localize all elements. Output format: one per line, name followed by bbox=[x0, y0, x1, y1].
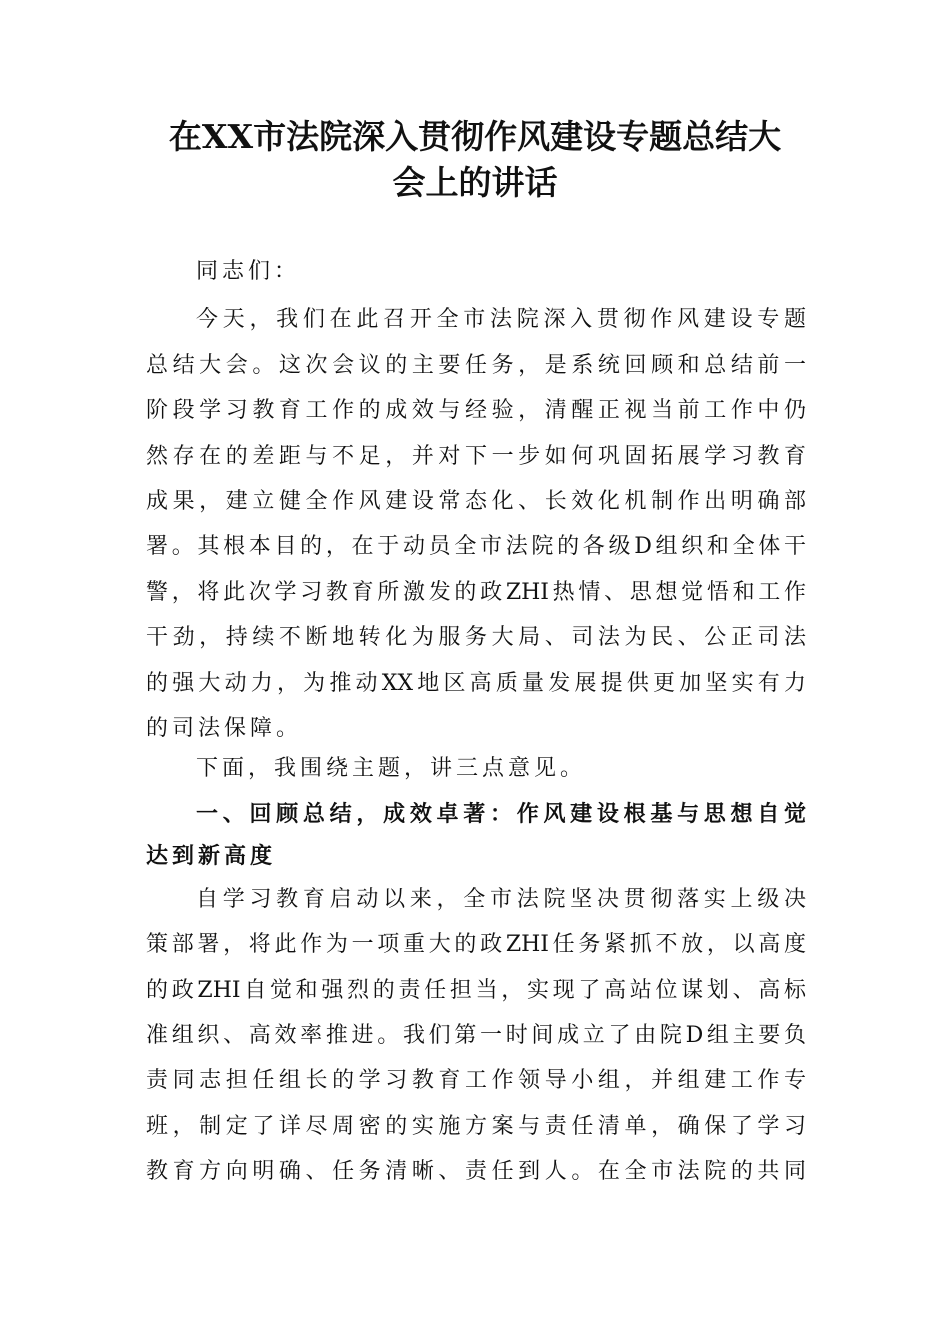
paragraph-line: 的司法保障。 bbox=[146, 716, 303, 741]
paragraph-line: 责同志担任组长的学习教育工作领导小组，并组建工作专 bbox=[146, 1068, 806, 1093]
paragraph-line: 班，制定了详尽周密的实施方案与责任清单，确保了学习 bbox=[146, 1114, 806, 1139]
paragraph-line: 阶段学习教育工作的成效与经验，清醒正视当前工作中仍 bbox=[146, 398, 806, 423]
paragraph-line: 署。其根本目的，在于动员全市法院的各级D组织和全体干 bbox=[146, 534, 806, 559]
paragraph-line: 成果，建立健全作风建设常态化、长效化机制作出明确部 bbox=[146, 489, 806, 514]
paragraph-line: 教育方向明确、任务清晰、责任到人。在全市法院的共同 bbox=[146, 1159, 806, 1184]
paragraph-line: 自学习教育启动以来，全市法院坚决贯彻落实上级决 bbox=[196, 887, 806, 912]
paragraph-line: 的政ZHI自觉和强烈的责任担当，实现了高站位谋划、高标 bbox=[146, 978, 806, 1003]
document-title-line-1: 在XX市法院深入贯彻作风建设专题总结大 bbox=[168, 117, 782, 156]
paragraph-line: 干劲，持续不断地转化为服务大局、司法为民、公正司法 bbox=[146, 625, 806, 650]
section-heading-line: 一、回顾总结，成效卓著：作风建设根基与思想自觉 bbox=[196, 802, 806, 827]
paragraph-line: 下面，我围绕主题，讲三点意见。 bbox=[196, 756, 587, 781]
salutation: 同志们： bbox=[196, 259, 301, 284]
paragraph-line: 今天，我们在此召开全市法院深入贯彻作风建设专题 bbox=[196, 307, 806, 332]
paragraph-line: 策部署，将此作为一项重大的政ZHI任务紧抓不放，以高度 bbox=[146, 932, 806, 957]
paragraph-line: 然存在的差距与不足，并对下一步如何巩固拓展学习教育 bbox=[146, 444, 806, 469]
section-heading-line: 达到新高度 bbox=[146, 844, 277, 869]
paragraph-line: 的强大动力，为推动XX地区高质量发展提供更加坚实有力 bbox=[146, 671, 806, 696]
document-title-line-2: 会上的讲话 bbox=[392, 163, 558, 202]
paragraph-line: 准组织、高效率推进。我们第一时间成立了由院D组主要负 bbox=[146, 1023, 806, 1048]
paragraph-line: 警，将此次学习教育所激发的政ZHI热情、思想觉悟和工作 bbox=[146, 580, 806, 605]
paragraph-line: 总结大会。这次会议的主要任务，是系统回顾和总结前一 bbox=[146, 353, 806, 378]
